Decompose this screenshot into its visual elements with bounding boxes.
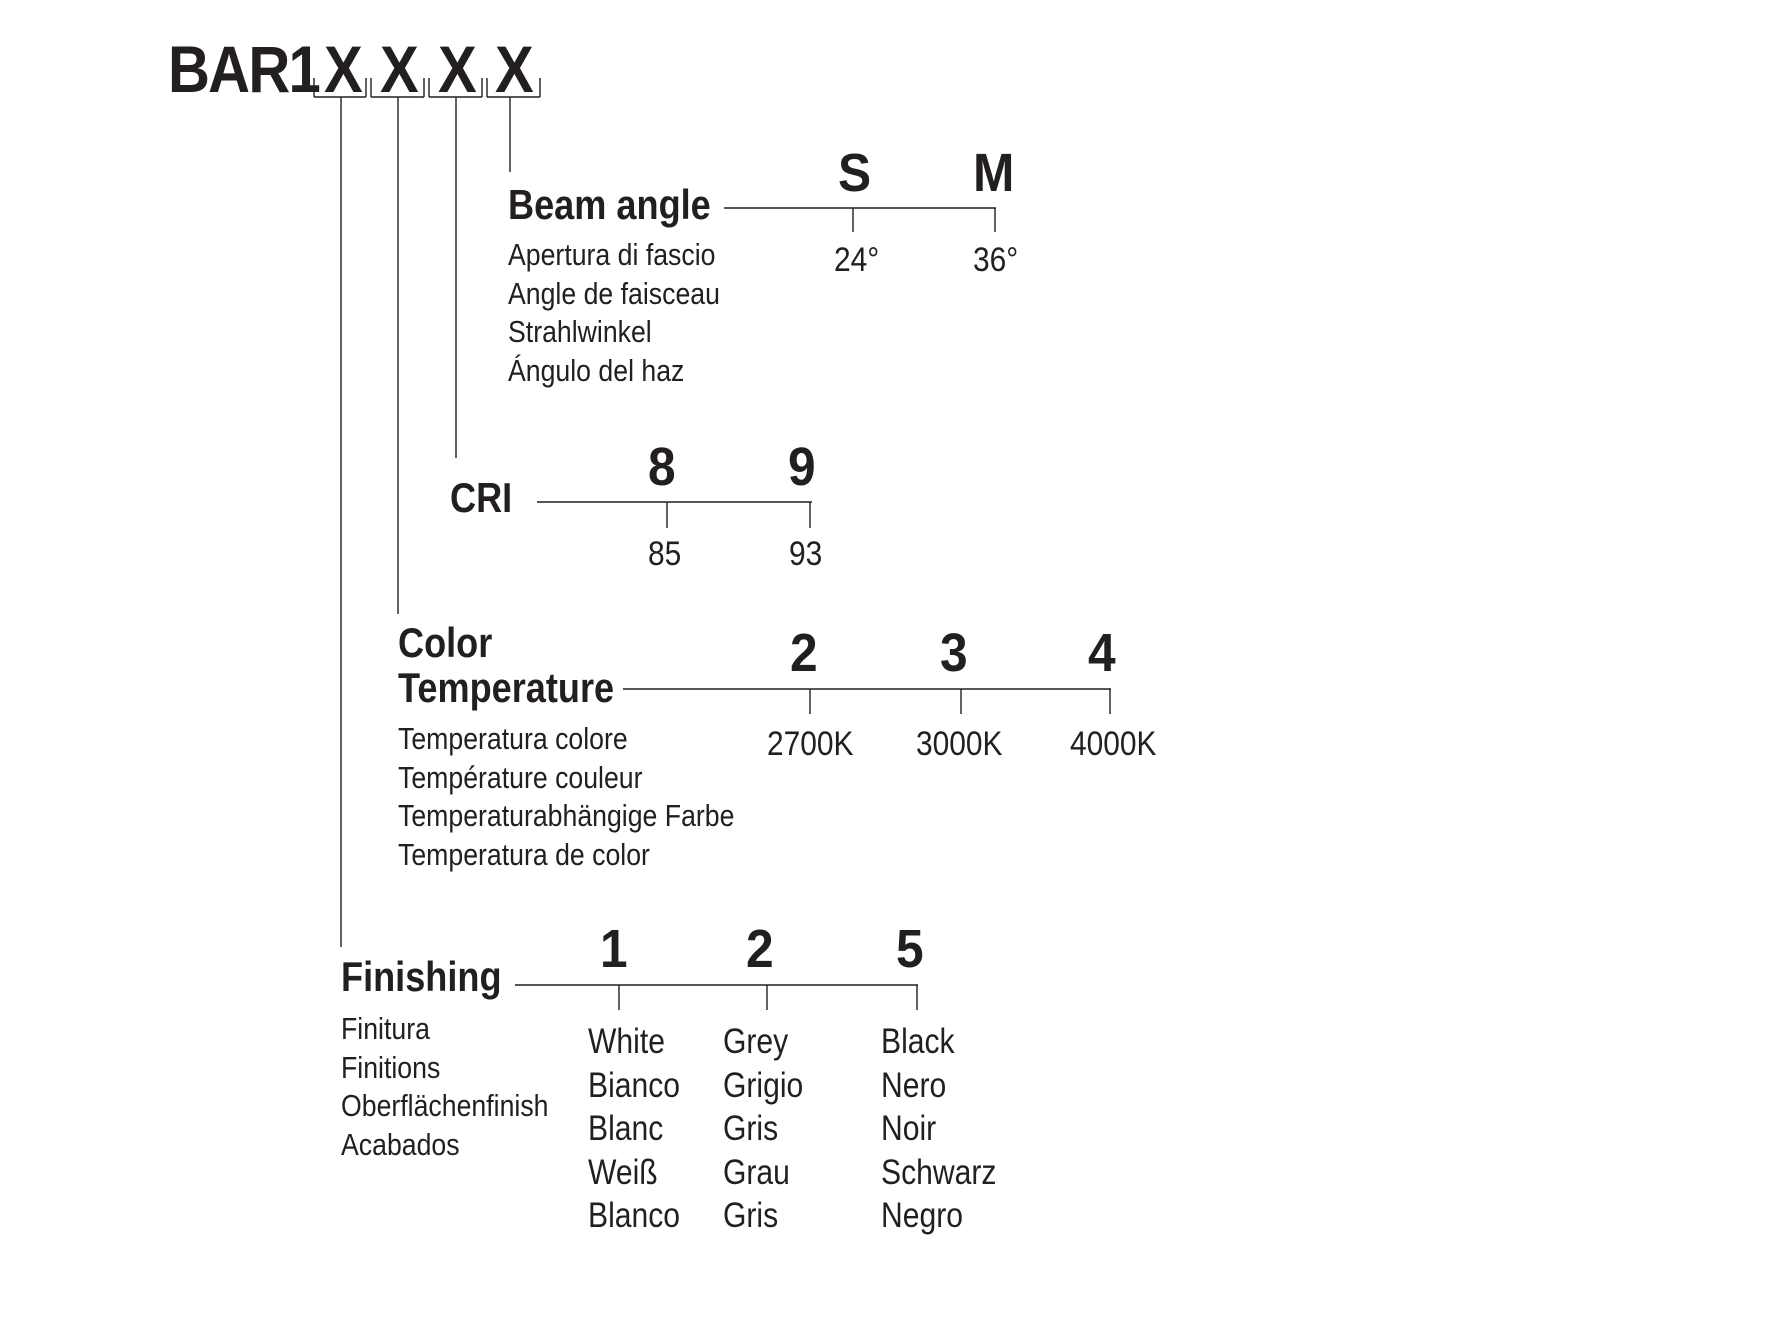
finishing-translation: Finitura bbox=[341, 1011, 430, 1046]
finishing-name: Black bbox=[881, 1022, 955, 1061]
finishing-name: Bianco bbox=[588, 1065, 681, 1105]
color-temperature-translation: Temperatura de color bbox=[398, 836, 650, 872]
finishing-translation: Oberflächenfinish bbox=[341, 1088, 549, 1123]
color-temperature-option-value: 2700K bbox=[767, 725, 854, 763]
finishing-name: Gris bbox=[723, 1109, 779, 1148]
beam-angle-translations bbox=[508, 236, 720, 390]
beam-angle-option-value: 24° bbox=[834, 241, 880, 279]
color-temperature-translations bbox=[398, 720, 734, 874]
beam-angle-option-value: 36° bbox=[973, 241, 1019, 279]
finishing-name: Grau bbox=[723, 1152, 790, 1192]
finishing-option-names-black bbox=[881, 1020, 996, 1238]
color-temperature-option-code: 4 bbox=[1088, 623, 1116, 683]
color-temperature-option-value: 3000K bbox=[916, 725, 1003, 763]
beam-angle-translation: Ángulo del haz bbox=[508, 352, 685, 388]
finishing-option-names-white bbox=[588, 1020, 680, 1238]
cri-option-code: 8 bbox=[648, 437, 676, 497]
color-temperature-translation: Température couleur bbox=[398, 759, 643, 795]
finishing-name: Nero bbox=[881, 1065, 947, 1105]
color-temperature-option-code: 2 bbox=[790, 623, 818, 683]
beam-angle-translation: Strahlwinkel bbox=[508, 314, 652, 349]
finishing-option-names-grey bbox=[723, 1020, 803, 1238]
finishing-name: Schwarz bbox=[881, 1152, 997, 1192]
finishing-name: Blanco bbox=[588, 1196, 681, 1235]
cri-option-value: 93 bbox=[789, 535, 823, 573]
cri-option-value: 85 bbox=[648, 535, 682, 573]
color-temperature-option-code: 3 bbox=[940, 623, 968, 683]
beam-angle-title: Beam angle bbox=[508, 181, 711, 228]
color-temperature-option-value: 4000K bbox=[1070, 725, 1157, 763]
color-temperature-translation: Temperaturabhängige Farbe bbox=[398, 798, 735, 833]
finishing-name: Blanc bbox=[588, 1109, 664, 1148]
color-temperature-title-line2: Temperature bbox=[398, 664, 615, 711]
finishing-translation: Finitions bbox=[341, 1049, 441, 1085]
finishing-name: Grey bbox=[723, 1022, 789, 1061]
code-placeholder-finishing: X bbox=[324, 32, 361, 106]
beam-angle-option-code: M bbox=[973, 143, 1015, 203]
finishing-option-code: 2 bbox=[746, 919, 774, 979]
finishing-option-code: 5 bbox=[896, 919, 924, 979]
finishing-name: Noir bbox=[881, 1109, 937, 1148]
finishing-option-code: 1 bbox=[600, 919, 628, 979]
color-temperature-title-line1: Color bbox=[398, 619, 493, 666]
code-placeholder-beam-angle: X bbox=[495, 32, 532, 106]
code-placeholder-color-temperature: X bbox=[380, 32, 417, 106]
finishing-name: Gris bbox=[723, 1196, 779, 1235]
finishing-name: Negro bbox=[881, 1196, 963, 1235]
finishing-name: Grigio bbox=[723, 1065, 804, 1105]
finishing-title: Finishing bbox=[341, 953, 502, 1000]
beam-angle-option-code: S bbox=[838, 143, 872, 203]
code-placeholder-cri: X bbox=[438, 32, 475, 106]
finishing-name: White bbox=[588, 1022, 665, 1061]
cri-option-code: 9 bbox=[788, 437, 816, 497]
cri-title: CRI bbox=[450, 474, 513, 521]
finishing-translations bbox=[341, 1010, 548, 1164]
beam-angle-translation: Apertura di fascio bbox=[508, 237, 716, 272]
finishing-name: Weiß bbox=[588, 1152, 658, 1192]
beam-angle-translation: Angle de faisceau bbox=[508, 275, 720, 311]
finishing-translation: Acabados bbox=[341, 1126, 460, 1162]
code-prefix: BAR1 bbox=[168, 32, 320, 106]
color-temperature-translation: Temperatura colore bbox=[398, 721, 628, 756]
